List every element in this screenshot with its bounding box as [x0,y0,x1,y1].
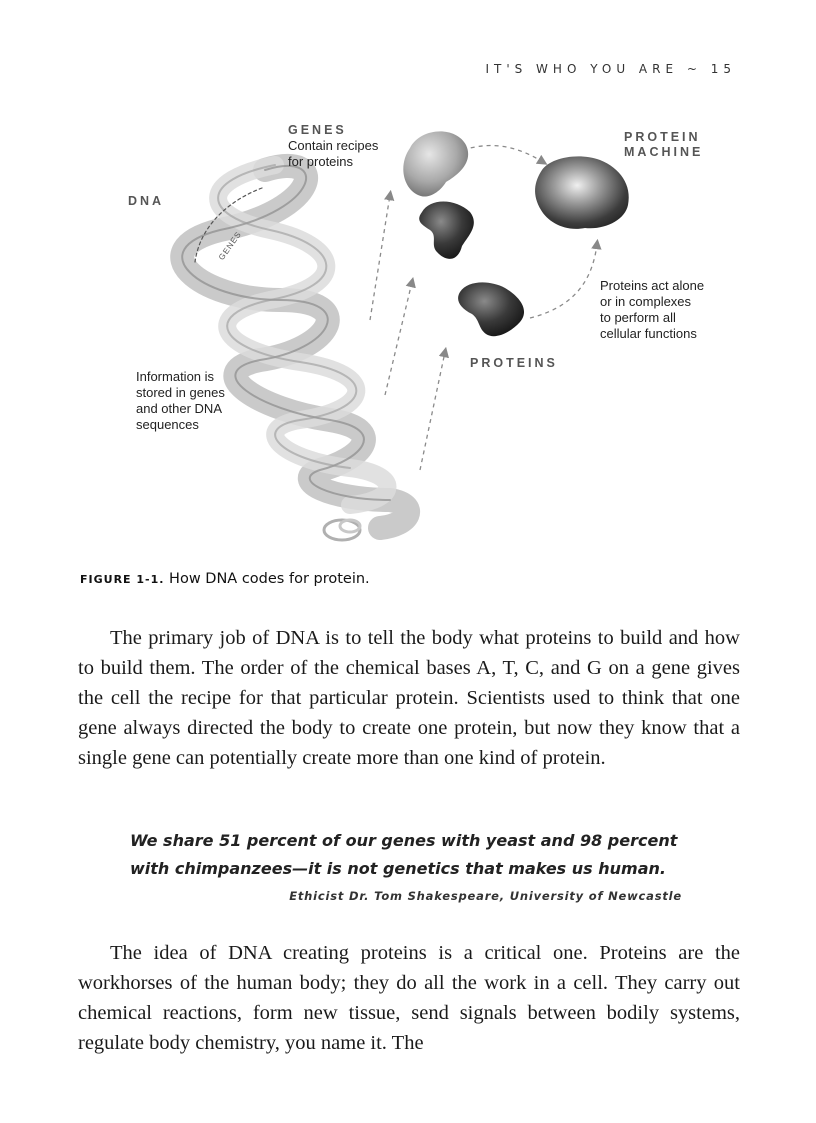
arrow-to-protein-1 [370,195,390,320]
quote-line-2: with chimpanzees—it is not genetics that makes us human. [130,859,666,878]
label-protein-machine [624,130,703,160]
label-proteins: PROTEINS [470,356,558,370]
protein-blob-light [403,131,468,196]
info-line: stored in genes [136,385,225,400]
figure-dna-protein [0,0,816,560]
proteins-act-line: or in complexes [600,294,692,309]
proteins-act-line: cellular functions [600,326,697,341]
label-dna: DNA [128,194,165,208]
quote-attribution: Ethicist Dr. Tom Shakespeare, University of Newcastle [289,889,682,903]
arrow-to-protein-2 [385,282,412,395]
running-head: IT'S WHO YOU ARE ~ 15 [485,62,736,76]
body-paragraph-2: The idea of DNA creating proteins is a critical one. Proteins are the workhorses of the human body; they do all the work in a cell. They carry out chemical reactions, form new tissue, send signals between bodily systems, regulate body chemistry, you name it. The [78,942,740,1054]
pull-quote [130,827,730,883]
proteins-act-line: to perform all [600,310,676,325]
figure-caption [80,571,370,587]
machine-line-2: MACHINE [624,145,704,159]
label-proteins-act [600,278,704,342]
protein-machine-blob [535,156,629,229]
arrow-to-protein-3 [420,352,445,470]
protein-blob-dark [419,202,474,259]
proteins-act-line: Proteins act alone [600,278,705,293]
body-paragraph-1: The primary job of DNA is to tell the body what proteins to build and how to build them. The order of the chemical bases A, T, C, and G on a gene gives the cell the recipe for that particular protein. Scientists used to think that one gene always directed the body to create one protein, but now they know that a single gene can potentially create more than one kind of protein. [78,627,740,769]
label-genes-strand: GENES [216,229,244,262]
genes-line-1: Contain recipes [288,138,379,153]
info-line: and other DNA [136,401,222,416]
label-genes-block [288,122,378,170]
quote-line-1: We share 51 percent of our genes with yeast and 98 percent [130,831,678,850]
label-information [136,369,225,433]
info-line: Information is [136,369,215,384]
figure-number: FIGURE 1-1. [80,573,165,586]
arrow-to-machine-bottom [530,244,597,318]
genes-title: GENES [288,123,347,137]
protein-blob-dark-small [458,282,524,336]
figure-caption-text: How DNA codes for protein. [164,571,370,587]
arrow-to-machine-top [463,146,543,162]
machine-line-1: PROTEIN [624,130,701,144]
dna-helix [182,165,408,540]
genes-line-2: for proteins [288,154,354,169]
info-line: sequences [136,417,199,432]
